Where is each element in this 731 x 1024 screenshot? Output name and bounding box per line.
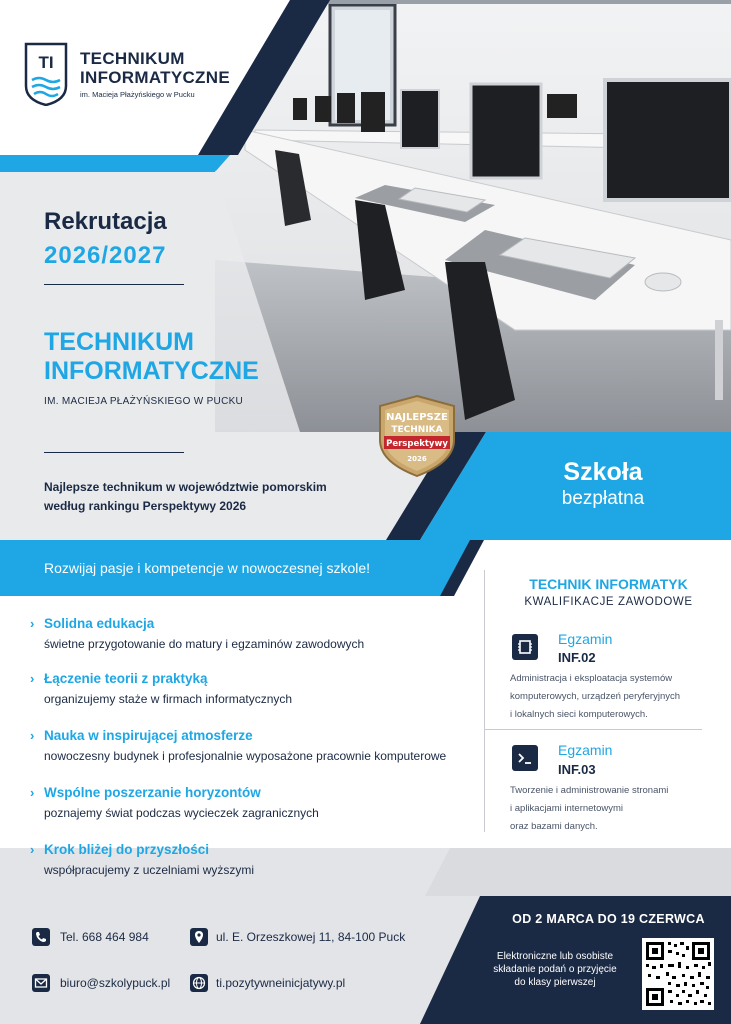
logo-title: [80, 49, 230, 87]
feature-title: Łączenie teorii z praktyką: [44, 671, 208, 686]
award-line3: Perspektywy: [386, 439, 448, 449]
feature-title: Wspólne poszerzanie horyzontów: [44, 785, 261, 800]
chevron-right-icon: ›: [30, 616, 35, 631]
award-line1: NAJLEPSZE: [386, 412, 448, 423]
panel-divider: [484, 570, 485, 832]
school-name-line1: TECHNIKUM: [44, 328, 194, 356]
feature-item: [30, 842, 254, 877]
feature-item: [30, 728, 446, 763]
feature-desc: organizujemy staże w firmach informatycznych: [44, 692, 293, 706]
exam-label: Egzamin: [558, 631, 613, 647]
feature-item: [30, 671, 292, 706]
award-line2: TECHNIKA: [391, 425, 443, 435]
qr-code[interactable]: [642, 938, 714, 1010]
chip-icon: [512, 634, 538, 660]
application-line: Elektroniczne lub osobiste: [496, 951, 614, 962]
chevron-right-icon: ›: [30, 785, 35, 800]
school-patron: IM. MACIEJA PŁAŻYŃSKIEGO W PUCKU: [44, 396, 244, 407]
exam-desc-line: Tworzenie i administrowanie stronami: [510, 785, 669, 796]
contact-address: ul. E. Orzeszkowej 11, 84-100 Puck: [216, 930, 406, 944]
location-pin-icon: [190, 928, 208, 946]
exam-label: Egzamin: [558, 742, 613, 758]
banner-text: Rozwijaj pasje i kompetencje w nowoczesnej szkole!: [44, 560, 371, 576]
exam-code: INF.02: [558, 650, 596, 665]
contact-phone[interactable]: Tel. 668 464 984: [60, 930, 149, 944]
feature-desc: współpracujemy z uczelniami wyższymi: [44, 863, 255, 877]
recruitment-year: 2026/2027: [44, 242, 167, 269]
award-line4: 2026: [407, 455, 427, 463]
feature-title: Krok bliżej do przyszłości: [44, 842, 210, 857]
application-info: [472, 950, 638, 989]
award-badge: [374, 394, 460, 478]
exam-separator: [484, 729, 702, 730]
exam-desc-line: i lokalnych sieci komputerowych.: [510, 709, 648, 720]
feature-desc: świetne przygotowanie do matury i egzaminów zawodowych: [44, 637, 365, 651]
chevron-right-icon: ›: [30, 671, 35, 686]
feature-item: [30, 616, 364, 651]
feature-desc: nowoczesny budynek i profesjonalnie wyposażone pracownie komputerowe: [44, 749, 447, 763]
recruitment-label: Rekrutacja: [44, 208, 167, 235]
phone-icon: [32, 928, 50, 946]
school-logo: [24, 42, 68, 106]
logo-subtitle: im. Macieja Płażyńskiego w Pucku: [80, 90, 195, 99]
contact-website[interactable]: ti.pozytywneinicjatywy.pl: [216, 976, 346, 990]
feature-title: Solidna edukacja: [44, 616, 155, 631]
logo-title-line2: INFORMATYCZNE: [80, 68, 230, 87]
qualification-subtitle: KWALIFIKACJE ZAWODOWE: [524, 596, 693, 608]
exam-desc-line: komputerowych, urządzeń peryferyjnych: [510, 691, 681, 702]
school-name-line2: INFORMATYCZNE: [44, 357, 259, 385]
exam-desc-line: oraz bazami danych.: [510, 821, 598, 832]
divider: [44, 452, 184, 453]
logo-letters: TI: [38, 53, 54, 72]
terminal-icon: [512, 745, 538, 771]
chevron-right-icon: ›: [30, 728, 35, 743]
ranking-text: [44, 478, 327, 516]
ranking-line1: Najlepsze technikum w województwie pomorskim: [44, 480, 327, 494]
free-school-subtitle: bezpłatna: [561, 488, 645, 509]
exam-description: [510, 782, 668, 836]
school-name: [44, 328, 259, 386]
exam-desc-line: i aplikacjami internetowymi: [510, 803, 623, 814]
application-line: do klasy pierwszej: [514, 977, 596, 988]
chevron-right-icon: ›: [30, 842, 35, 857]
qualification-title: TECHNIK INFORMATYK: [529, 576, 688, 592]
feature-desc: poznajemy świat podczas wycieczek zagranicznych: [44, 806, 319, 820]
logo-title-line1: TECHNIKUM: [80, 49, 185, 68]
email-icon: [32, 974, 50, 992]
exam-desc-line: Administracja i eksploatacja systemów: [510, 673, 673, 684]
globe-icon: [190, 974, 208, 992]
feature-title: Nauka w inspirującej atmosferze: [44, 728, 253, 743]
contact-email[interactable]: biuro@szkolypuck.pl: [60, 976, 171, 990]
application-line: składanie podań o przyjęcie: [493, 964, 617, 975]
exam-description: [510, 670, 680, 724]
feature-item: [30, 785, 319, 820]
application-dates: OD 2 MARCA DO 19 CZERWCA: [512, 912, 705, 926]
ranking-line2: według rankingu Perspektywy 2026: [44, 499, 247, 513]
exam-code: INF.03: [558, 762, 596, 777]
free-school-title: Szkoła: [563, 458, 643, 486]
divider: [44, 284, 184, 285]
